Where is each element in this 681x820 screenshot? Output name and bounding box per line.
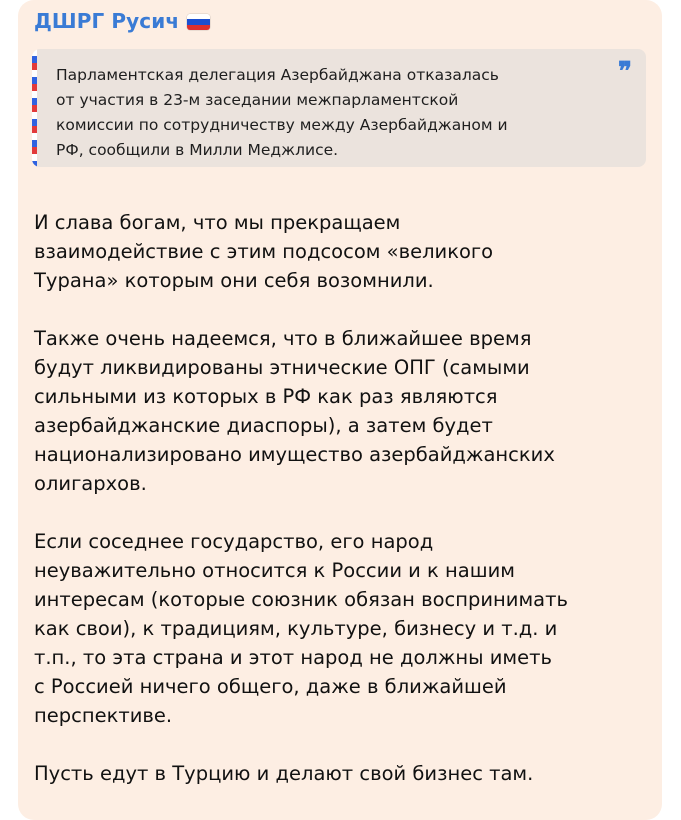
message-line: перспективе. [34, 704, 173, 727]
message-line: сильными из которых в РФ как раз являются [34, 385, 498, 408]
quote-text [56, 63, 596, 163]
quote-mark-icon: ❞ [618, 57, 632, 87]
message-line: национализировано имущество азербайджанских [34, 443, 555, 466]
message-bubble [18, 0, 662, 820]
message-line: неуважительно относится к России и к нашим [34, 559, 515, 582]
message-line: Пусть едут в Турцию и делают свой бизнес там. [34, 762, 534, 785]
message-paragraph [34, 527, 634, 730]
russia-flag-icon [187, 14, 210, 30]
message-paragraph [34, 759, 634, 788]
message-paragraph [34, 208, 634, 295]
message-line: Если соседнее государство, его народ [34, 530, 434, 553]
message-text [34, 208, 634, 817]
message-line: интересам (которые союзник обязан воспринимать [34, 588, 568, 611]
forwarded-quote[interactable] [32, 49, 646, 167]
channel-name-label: ДШРГ Русич [34, 9, 180, 33]
message-line: олигархов. [34, 472, 147, 495]
message-line: с Россией ничего общего, даже в ближайшей [34, 675, 507, 698]
message-line: взаимодействие с этим подсосом «великого [34, 240, 494, 263]
message-line: азербайджанские диаспоры), а затем будет [34, 414, 493, 437]
quote-line: комиссии по сотрудничеству между Азербайджаном и [56, 116, 508, 134]
quote-line: от участия в 23-м заседании межпарламентской [56, 91, 459, 109]
quote-line: РФ, сообщили в Милли Меджлисе. [56, 141, 339, 159]
message-line: как свои), к традициям, культуре, бизнесу и т.д. и [34, 617, 558, 640]
message-line: будут ликвидированы этнические ОПГ (самыми [34, 356, 530, 379]
message-paragraph [34, 324, 634, 498]
message-line: Также очень надеемся, что в ближайшее время [34, 327, 532, 350]
message-line: Турана» которым они себя возомнили. [34, 269, 434, 292]
quote-accent-bar [32, 49, 37, 167]
message-line: т.п., то эта страна и этот народ не должны иметь [34, 646, 552, 669]
channel-name[interactable] [34, 9, 210, 33]
message-line: И слава богам, что мы прекращаем [34, 211, 401, 234]
quote-line: Парламентская делегация Азербайджана отказалась [56, 66, 499, 84]
